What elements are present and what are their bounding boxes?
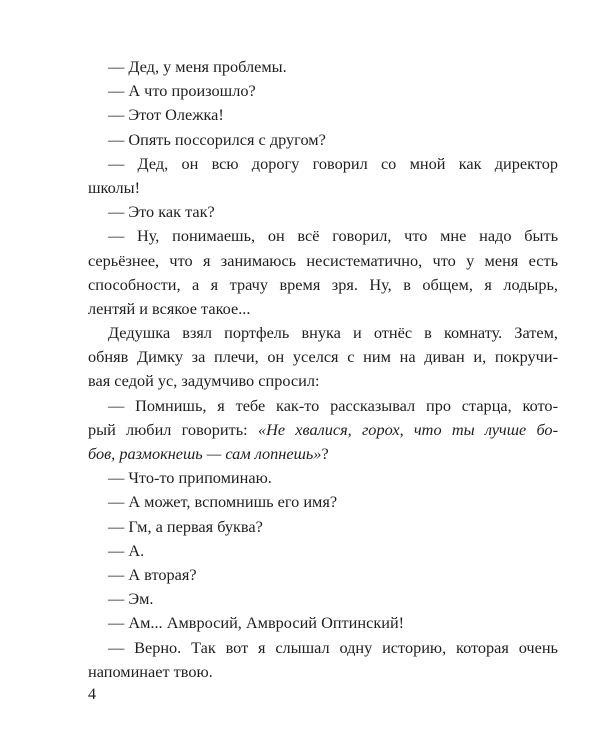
dialogue-line: — Что-то припоминаю.: [108, 468, 272, 488]
dialogue-line: — А.: [108, 540, 145, 560]
narrative-line: Дедушка взял портфель внука и отнёс в комнату. Затем,: [108, 323, 558, 343]
dialogue-line: [88, 442, 558, 466]
dialogue-line: — Дед, у меня проблемы.: [108, 57, 287, 76]
dialogue-line: [88, 418, 558, 442]
dialogue-line: — Ам... Амвросий, Амвросий Оптинский!: [108, 613, 405, 633]
page-text: [88, 55, 558, 684]
dialogue-line: — Ну, понимаешь, он всё говорил, что мне надо быть: [108, 226, 558, 246]
line-text: рый любил говорить:: [88, 419, 258, 439]
dialogue-line: способности, а я трачу время зря. Ну, в общем, я лодырь,: [88, 274, 558, 294]
proverb-text: бов, размокнешь — сам лопнешь»: [88, 444, 322, 463]
dialogue-line: — Помнишь, я тебе как-то рассказывал про старца, кото-: [108, 395, 558, 415]
dialogue-line: — Опять поссорился с другом?: [108, 129, 326, 149]
dialogue-line: — А что произошло?: [108, 81, 256, 101]
dialogue-line: — А вторая?: [108, 564, 197, 584]
dialogue-line: школы!: [88, 177, 141, 197]
dialogue-line: — Это как так?: [108, 202, 215, 222]
dialogue-line: — Этот Олежка!: [108, 105, 224, 125]
dialogue-line: — Дед, он всю дорогу говорил со мной как директор: [108, 153, 558, 173]
narrative-line: обняв Димку за плечи, он уселся с ним на диван и, покручи-: [88, 347, 558, 367]
dialogue-line: напоминает твою.: [88, 661, 213, 681]
dialogue-line: — Гм, а первая буква?: [108, 516, 263, 536]
narrative-line: вая седой ус, задумчиво спросил:: [88, 371, 320, 391]
dialogue-line: — Верно. Так вот я слышал одну историю, которая очень: [108, 637, 558, 657]
proverb-text: «Не хвалися, горох, что ты лучше бо-: [257, 419, 558, 439]
dialogue-line: серьёзнее, что я занимаюсь несистематично, что у меня есть: [88, 250, 558, 270]
line-text: ?: [321, 444, 329, 463]
dialogue-line: — А может, вспомнишь его имя?: [108, 492, 338, 512]
page-number: 4: [88, 686, 96, 703]
dialogue-line: — Эм.: [108, 589, 154, 609]
dialogue-line: лентяй и всякое такое...: [88, 298, 251, 318]
